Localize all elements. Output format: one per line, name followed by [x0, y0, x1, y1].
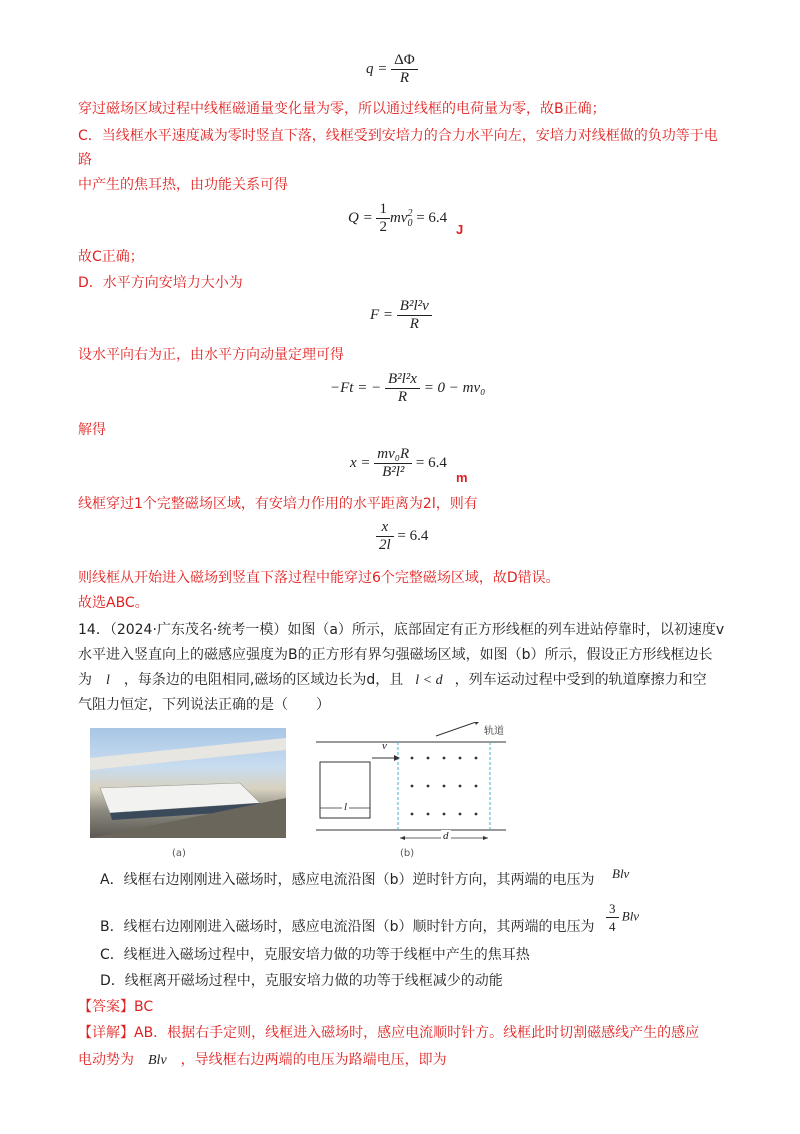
text-line: 设水平向右为正，由水平方向动量定理可得: [78, 347, 344, 363]
answer-detail-line: 电动势为 Blv ，导线框右边两端的电压为路端电压，即为: [78, 1052, 447, 1068]
equation-force: F = $\frac{\text{B²l²v}}{R}$: [370, 298, 432, 333]
text-line: C．当线框水平速度减为零时竖直下落，线框受到安培力的合力水平向左，安培力对线框做的负功等于电: [78, 128, 718, 144]
equation-distance: x = $\frac{\text{mv₀R}}{\text{B²l²}}$ = 6.4: [350, 446, 447, 480]
option-d: D．线框离开磁场过程中，克服安培力做的功等于线框减少的动能: [100, 973, 503, 989]
text-line: D．水平方向安培力大小为: [78, 275, 243, 291]
unit-meter: m: [456, 470, 468, 485]
option-c: C．线框进入磁场过程中，克服安培力做的功等于线框中产生的焦耳热: [100, 947, 530, 963]
text-line: 故选ABC。: [78, 595, 149, 611]
question-14-line: 为 l ，每条边的电阻相同,磁场的区域边长为d，且 l < d ，列车运动过程中受到的轨道摩擦力和空: [78, 672, 707, 688]
equation-charge: q = $\frac{\Delta\Phi}{R}$: [366, 52, 418, 87]
magnetic-field-diagram: [316, 722, 506, 850]
text-line: 则线框从开始进入磁场到竖直下落过程中能穿过6个完整磁场区域，故D错误。: [78, 570, 560, 586]
text-line: 穿过磁场区域过程中线框磁通量变化量为零，所以通过线框的电荷量为零，故B正确；: [78, 101, 606, 117]
text-line: 中产生的焦耳热，由功能关系可得: [78, 177, 288, 193]
option-b-expression: $\frac{3}{4}$ Blv: [606, 900, 639, 935]
answer-label: 【答案】BC: [78, 999, 154, 1015]
text-line: 故C正确；: [78, 249, 144, 265]
equation-ratio: $\frac{x}{2l}$ = 6.4: [376, 519, 428, 554]
question-14-line: 14．（2024·广东茂名·统考一模）如图（a）所示，底部固定有正方形线框的列车进站停靠时，以初速度v: [78, 622, 725, 638]
field-width-label: d: [443, 830, 449, 842]
text-line: 线框穿过1个完整磁场区域，有安培力作用的水平距离为2l，则有: [78, 496, 478, 512]
option-a-expression: Blv: [612, 866, 630, 881]
figure-b-label: (b): [400, 848, 415, 859]
answer-detail-line: 【详解】AB．根据右手定则，线框进入磁场时，感应电流顺时针方。线框此时切割磁感线产生的感应: [78, 1025, 700, 1041]
equation-joule-heat: Q = $\frac{1}{2}$ $mv_0^2 = 6.4$: [348, 201, 448, 235]
question-14-line: 水平进入竖直向上的磁感应强度为B的正方形有界匀强磁场区域，如图（b）所示，假设正方形线框边长: [78, 647, 713, 663]
question-14-line: 气阻力恒定，下列说法正确的是（ ）: [78, 697, 330, 713]
text-line: 解得: [78, 422, 106, 438]
text-line: 路: [78, 152, 92, 168]
unit-joule: J: [456, 222, 464, 237]
side-length-label: l: [344, 801, 348, 813]
velocity-label: v: [382, 740, 387, 752]
option-a: A．线框右边刚刚进入磁场时，感应电流沿图（b）逆时针方向，其两端的电压为: [100, 872, 595, 888]
equation-momentum: −Ft = − $\frac{\text{B²l²x}}{R}$ = 0 − mv₀: [330, 371, 486, 405]
figure-a-label: (a): [172, 848, 186, 859]
option-b: B．线框右边刚刚进入磁场时，感应电流沿图（b）顺时针方向，其两端的电压为: [100, 919, 595, 935]
track-label: 轨道: [484, 726, 504, 737]
train-photo: [90, 728, 286, 838]
